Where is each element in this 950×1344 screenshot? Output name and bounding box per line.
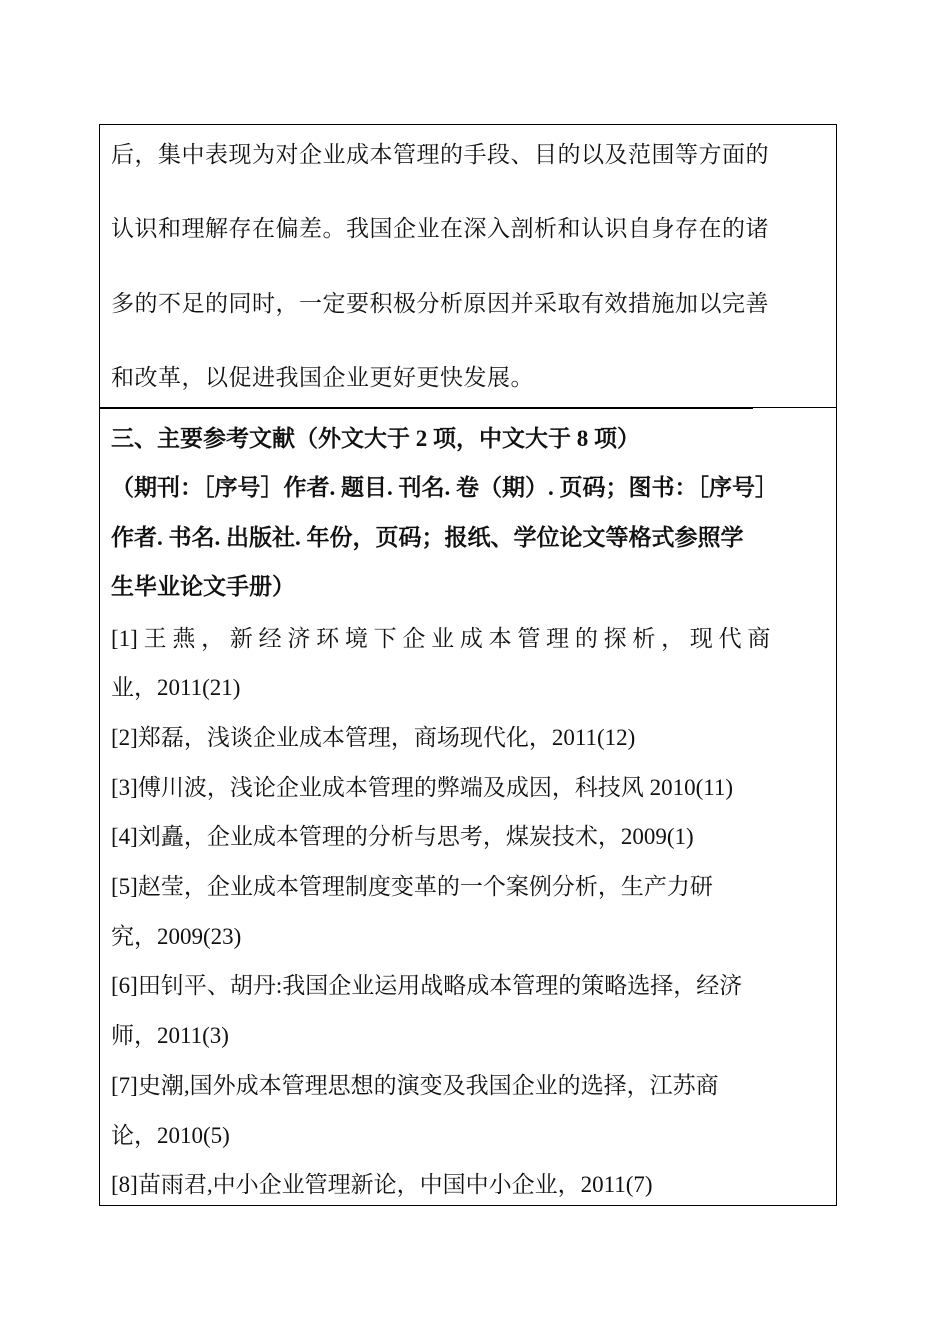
reference-line: [6]田钊平、胡丹:我国企业运用战略成本管理的策略选择，经济 — [111, 973, 743, 998]
paragraph-line: 多的不足的同时，一定要积极分析原因并采取有效措施加以完善 — [111, 291, 769, 317]
reference-line: [4]刘矗，企业成本管理的分析与思考，煤炭技术，2009(1) — [111, 824, 694, 849]
reference-line: [7]史潮,国外成本管理思想的演变及我国企业的选择，江苏商 — [111, 1073, 719, 1098]
reference-line: 究，2009(23) — [111, 924, 242, 949]
reference-line: [8]苗雨君,中小企业管理新论，中国中小企业，2011(7) — [111, 1172, 653, 1197]
reference-line: 师，2011(3) — [111, 1023, 229, 1048]
references-instructions-line: （期刊：［序号］作者. 题目. 刊名. 卷（期）. 页码；图书：［序号］ — [111, 475, 778, 500]
reference-line: 业，2011(21) — [111, 675, 241, 700]
references-heading: 三、主要参考文献（外文大于 2 项，中文大于 8 项） — [111, 426, 640, 451]
reference-line: [5]赵莹，企业成本管理制度变革的一个案例分析，生产力研 — [111, 874, 713, 899]
references-instructions-line: 生毕业论文手册） — [111, 574, 295, 599]
references-instructions-line: 作者. 书名. 出版社. 年份，页码；报纸、学位论文等格式参照学 — [111, 525, 744, 550]
reference-line: [1] 王 燕 ， 新 经 济 环 境 下 企 业 成 本 管 理 的 探 析 ， 现 代 商 — [111, 626, 771, 651]
paragraph-line: 认识和理解存在偏差。我国企业在深入剖析和认识自身存在的诸 — [111, 216, 769, 242]
paragraph-line: 和改革，以促进我国企业更好更快发展。 — [111, 365, 534, 391]
paragraph-line: 后，集中表现为对企业成本管理的手段、目的以及范围等方面的 — [111, 142, 769, 168]
section-divider-inner — [99, 408, 753, 409]
reference-line: [3]傅川波，浅论企业成本管理的弊端及成因，科技风 2010(11) — [111, 775, 734, 800]
reference-line: 论，2010(5) — [111, 1123, 230, 1148]
reference-line: [2]郑磊，浅谈企业成本管理，商场现代化，2011(12) — [111, 725, 636, 750]
